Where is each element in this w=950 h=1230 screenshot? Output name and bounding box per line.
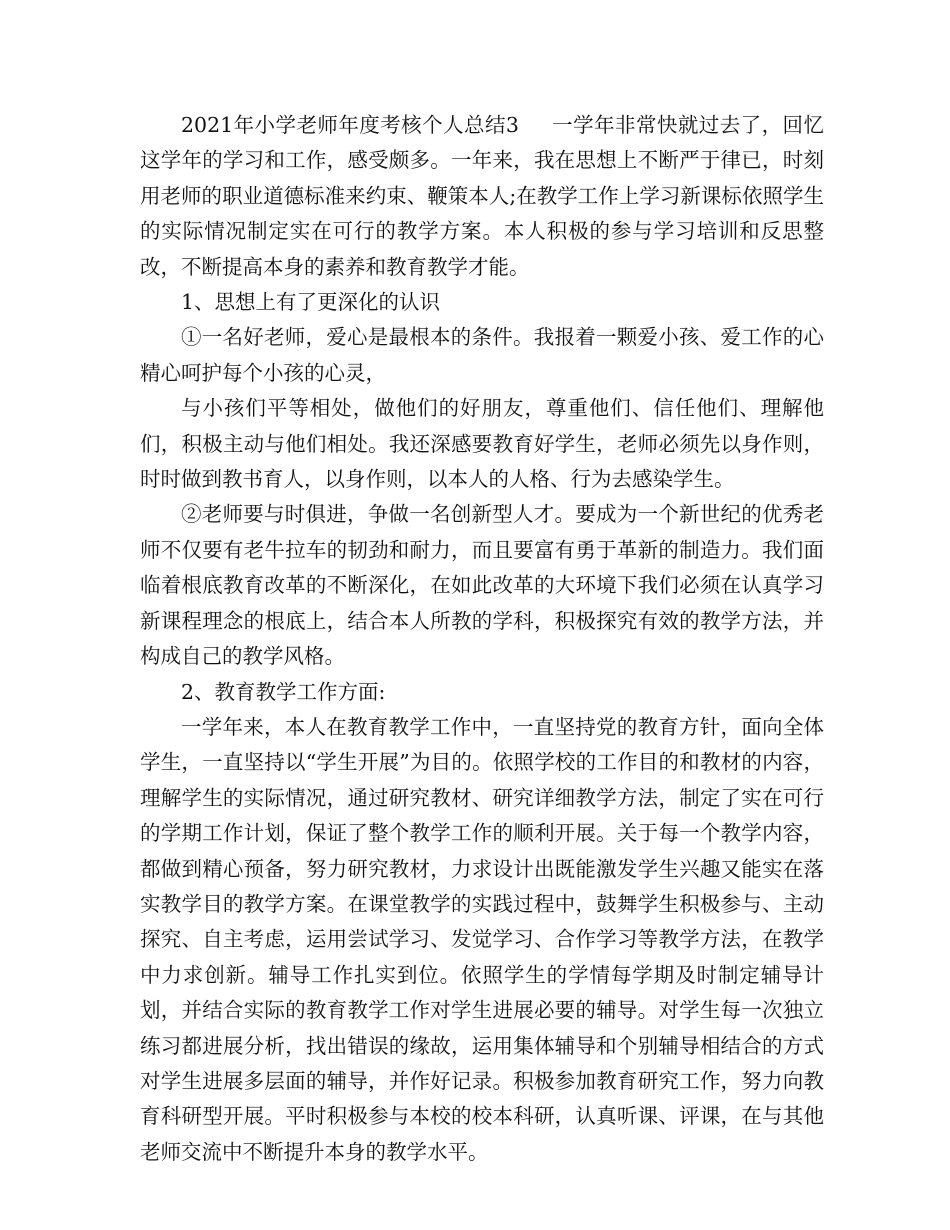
document-body [140,108,824,1170]
body-paragraph: ①一名好老师，爱心是最根本的条件。我报着一颗爱小孩、爱工作的心精心呵护每个小孩的心灵， [140,325,824,385]
body-paragraph: 与小孩们平等相处，做他们的好朋友，尊重他们、信任他们、理解他们，积极主动与他们相处。我还深感要教育好学生，老师必须先以身作则，时时做到教书育人，以身作则，以本人的人格、行为去感染学生。 [140,396,824,492]
section-heading-2: 2、教育教学工作方面: [181,679,386,704]
body-paragraph: ②老师要与时俱进，争做一名创新型人才。要成为一个新世纪的优秀老师不仅要有老牛拉车的韧劲和耐力，而且要富有勇于革新的制造力。我们面临着根底教育改革的不断深化，在如此改革的大环境下我们必须在认真学习新课程理念的根底上，结合本人所教的学科，积极探究有效的教学方法，并构成自己的教学风格。 [140,502,824,669]
opening-paragraph [140,108,824,285]
intro-text: 一学年非常快就过去了，回忆这学年的学习和工作，感受颇多。一年来，我在思想上不断严于律已，时刻用老师的职业道德标准来约束、鞭策本人;在教学工作上学习新课标依照学生的实际情况制定实在可行的教学方案。本人积极的参与学习培训和反思整改，不断提高本身的素养和教育教学才能。 [140,113,825,279]
document-title: 2021年小学老师年度考核个人总结3 [181,113,519,137]
section-heading-1: 1、思想上有了更深化的认识 [181,290,441,315]
body-paragraph: 一学年来，本人在教育教学工作中，一直坚持党的教育方针，面向全体学生，一直坚持以“学生开展”为目的。依照学校的工作目的和教材的内容，理解学生的实际情况，通过研究教材、研究详细教学方法，制定了实在可行的学期工作计划，保证了整个教学工作的顺利开展。关于每一个教学内容，都做到精心预备，努力研究教材，力求设计出既能激发学生兴趣又能实在落实教学目的教学方案。在课堂教学的实践过程中，鼓舞学生积极参与、主动探究、自主考虑，运用尝试学习、发觉学习、合作学习等教学方法，在教学中力求创新。辅导工作扎实到位。依照学生的学情每学期及时制定辅导计划，并结合实际的教育教学工作对学生进展必要的辅导。对学生每一次独立练习都进展分析，找出错误的缘故，运用集体辅导和个别辅导相结合的方式对学生进展多层面的辅导，并作好记录。积极参加教育研究工作，努力向教育科研型开展。平时积极参与本校的校本科研，认真听课、评课，在与其他老师交流中不断提升本身的教学水平。 [140,714,824,1164]
